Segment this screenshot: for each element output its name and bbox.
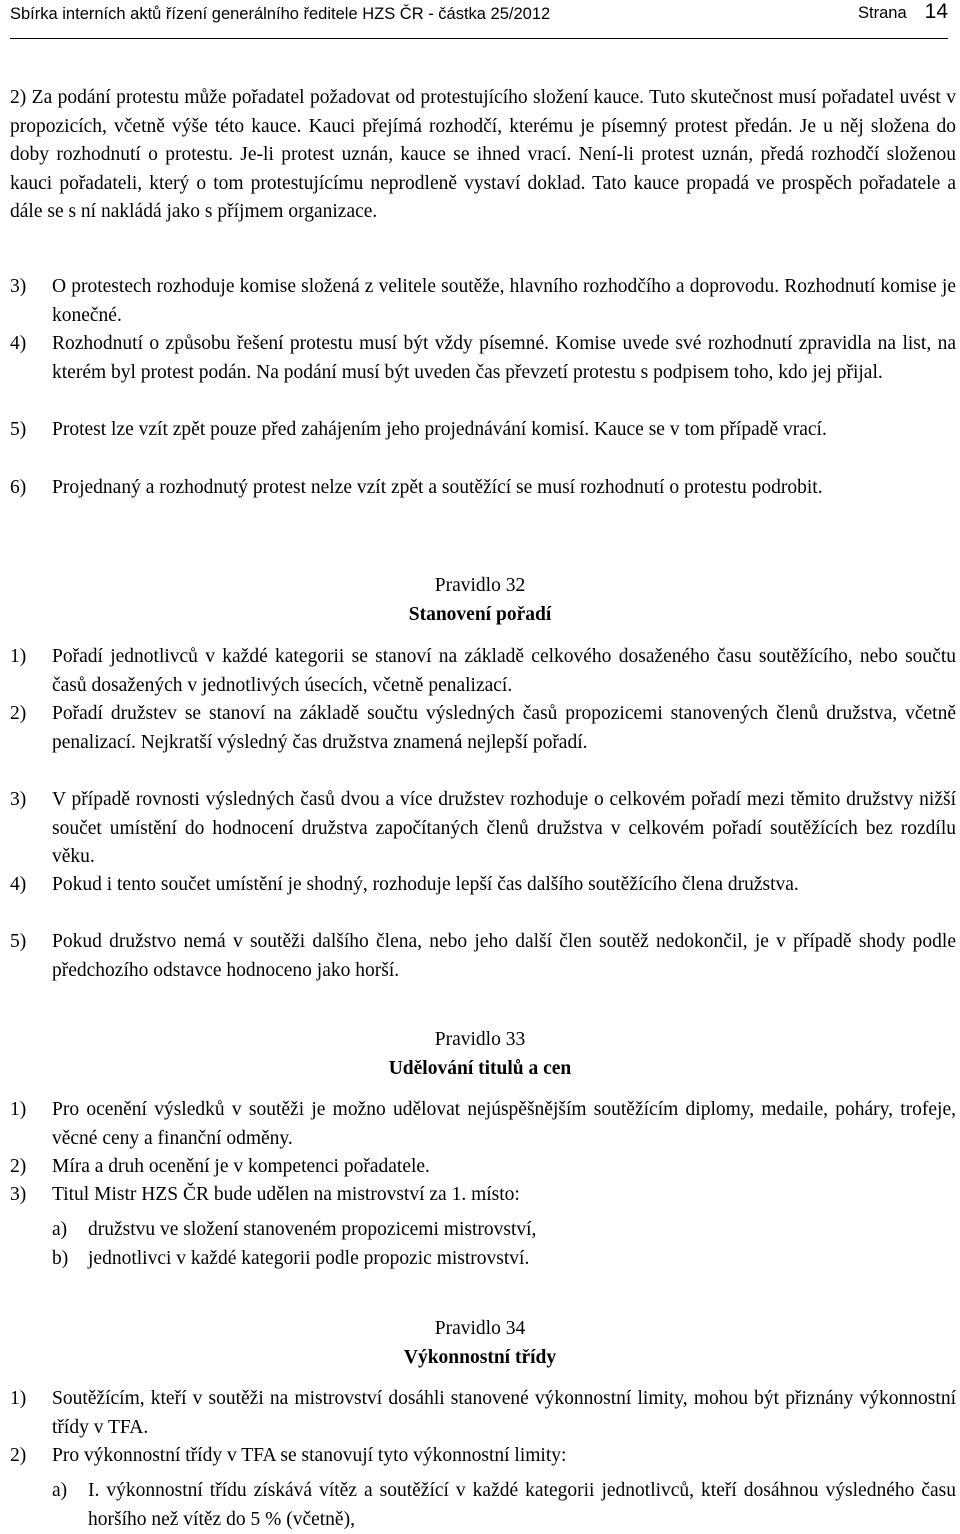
rule-34-item-2 <box>10 1442 956 1471</box>
rule-32-title: Pravidlo 32 <box>434 575 526 596</box>
rule-33-item-1 <box>10 1096 956 1153</box>
paragraph-text: Pořadí jednotlivců v každé kategorii se stanoví na základě celkového dosaženého času soutěžícího, nebo součtu časů dosažených v jednotlivých úsecích, včetně penalizací. <box>52 646 956 696</box>
collection-title: Sbírka interních aktů řízení generálního ředitele HZS ČR - částka 25/2012 <box>10 5 551 23</box>
rule-32-item-5 <box>10 928 956 985</box>
paragraph-text: Pořadí družstev se stanoví na základě součtu výsledných časů propozicemi stanovených členů družstva, včetně penalizací. Nejkratší výsledný čas družstva znamená nejlepší pořadí. <box>52 703 956 753</box>
item-number: 5) <box>10 419 27 440</box>
rule-34-name: Výkonnostní třídy <box>403 1347 557 1368</box>
protest-item-6 <box>10 474 956 503</box>
rule-33-subitem-a <box>52 1216 956 1245</box>
paragraph-text: Pro výkonnostní třídy v TFA se stanovují tyto výkonnostní limity: <box>52 1445 567 1466</box>
item-number: 6) <box>10 477 27 498</box>
subitem-letter: a) <box>52 1219 68 1240</box>
rule-33-title: Pravidlo 33 <box>434 1029 526 1050</box>
item-number: 1) <box>10 1099 27 1120</box>
paragraph-text: O protestech rozhoduje komise složená z velitele soutěže, hlavního rozhodčího a doprovodu. Rozhodnutí komise je konečné. <box>52 276 956 326</box>
page-header <box>10 0 948 30</box>
paragraph-text: Soutěžícím, kteří v soutěži na mistrovství dosáhli stanovené výkonnostní limity, mohou být přiznány výkonnostní třídy v TFA. <box>52 1388 956 1438</box>
page-number: 14 <box>924 0 948 23</box>
protest-item-5 <box>10 416 956 445</box>
subitem-letter: b) <box>52 1248 69 1269</box>
item-number: 2) <box>10 703 27 724</box>
item-number: 1) <box>10 1388 27 1409</box>
header-divider <box>10 38 948 39</box>
rule-33-subitem-b <box>52 1245 956 1274</box>
paragraph-text: Titul Mistr HZS ČR bude udělen na mistrovství za 1. místo: <box>52 1184 520 1205</box>
page-label: Strana <box>858 4 907 22</box>
paragraph-text: Rozhodnutí o způsobu řešení protestu musí být vždy písemné. Komise uvede své rozhodnutí zpravidla na list, na kterém byl protest podán. Na podání musí být uveden čas převzetí protestu s podpisem toho, kdo jej přijal. <box>52 333 956 383</box>
subitem-text: družstvu ve složení stanoveném propozicemi mistrovství, <box>88 1219 537 1240</box>
item-number: 4) <box>10 333 27 354</box>
paragraph-text: Míra a druh ocenění je v kompetenci pořadatele. <box>52 1156 430 1177</box>
rule-32-item-1 <box>10 643 956 700</box>
item-number: 2) <box>10 1445 27 1466</box>
rule-32-item-4 <box>10 871 956 900</box>
paragraph-text: Pro ocenění výsledků v soutěži je možno udělovat nejúspěšnějším soutěžícím diplomy, medaile, poháry, trofeje, věcné ceny a finanční odměny. <box>52 1099 956 1149</box>
rule-32-item-3 <box>10 786 956 872</box>
rule-32-item-2 <box>10 700 956 757</box>
item-number: 4) <box>10 874 27 895</box>
item-number: 3) <box>10 276 27 297</box>
page-info <box>858 0 948 24</box>
paragraph-text: 2) Za podání protestu může pořadatel požadovat od protestujícího složení kauce. Tuto skutečnost musí pořadatel uvést v propozicích, včetně výše této kauce. Kauci přejímá rozhodčí, kterému je písemný protest předán. Je u něj složena do doby rozhodnutí o protestu. Je-li protest uznán, kauce se ihned vrací. Není-li protest uznán, předá rozhodčí složenou kauci pořadateli, který o tom protestujícímu neprodleně vystaví doklad. Tato kauce propadá ve prospěch pořadatele a dále se s ní nakládá jako s příjmem organizace. <box>10 87 956 223</box>
subitem-text: I. výkonnostní třídu získává vítěz a soutěžící v každé kategorii jednotlivců, kteří dosáhnou výsledného času horšího než vítěz do 5 % (včetně), <box>88 1480 956 1530</box>
rule-32-name: Stanovení pořadí <box>408 604 552 625</box>
item-number: 3) <box>10 789 27 810</box>
rule-33-item-2 <box>10 1153 956 1182</box>
rule-34-subitem-a <box>52 1477 956 1534</box>
paragraph-text: Pokud družstvo nemá v soutěži dalšího člena, nebo jeho další člen soutěž nedokončil, je v případě shody podle předchozího odstavce hodnoceno jako horší. <box>52 931 956 981</box>
protest-item-4 <box>10 330 956 387</box>
subitem-letter: a) <box>52 1480 68 1501</box>
paragraph-text: Pokud i tento součet umístění je shodný, rozhoduje lepší čas dalšího soutěžícího člena družstva. <box>52 874 799 895</box>
item-number: 1) <box>10 646 27 667</box>
rule-34-item-1 <box>10 1385 956 1442</box>
protest-item-3 <box>10 273 956 330</box>
paragraph-text: V případě rovnosti výsledných časů dvou a více družstev rozhoduje o celkovém pořadí mezi těmito družstvy nižší součet umístění do hodnocení družstva započítaných členů družstva v celkovém pořadí soutěžících bez rozdílu věku. <box>52 789 956 868</box>
rule-33-name: Udělování titulů a cen <box>388 1058 572 1079</box>
item-number: 5) <box>10 931 27 952</box>
item-number: 2) <box>10 1156 27 1177</box>
rule-33-item-3 <box>10 1181 956 1210</box>
paragraph-text: Projednaný a rozhodnutý protest nelze vzít zpět a soutěžící se musí rozhodnutí o protestu podrobit. <box>52 477 823 498</box>
item-number: 3) <box>10 1184 27 1205</box>
rule-34-title: Pravidlo 34 <box>434 1318 526 1339</box>
subitem-text: jednotlivci v každé kategorii podle propozic mistrovství. <box>88 1248 530 1269</box>
protest-item-2 <box>10 84 956 227</box>
paragraph-text: Protest lze vzít zpět pouze před zahájením jeho projednávání komisí. Kauce se v tom případě vrací. <box>52 419 827 440</box>
